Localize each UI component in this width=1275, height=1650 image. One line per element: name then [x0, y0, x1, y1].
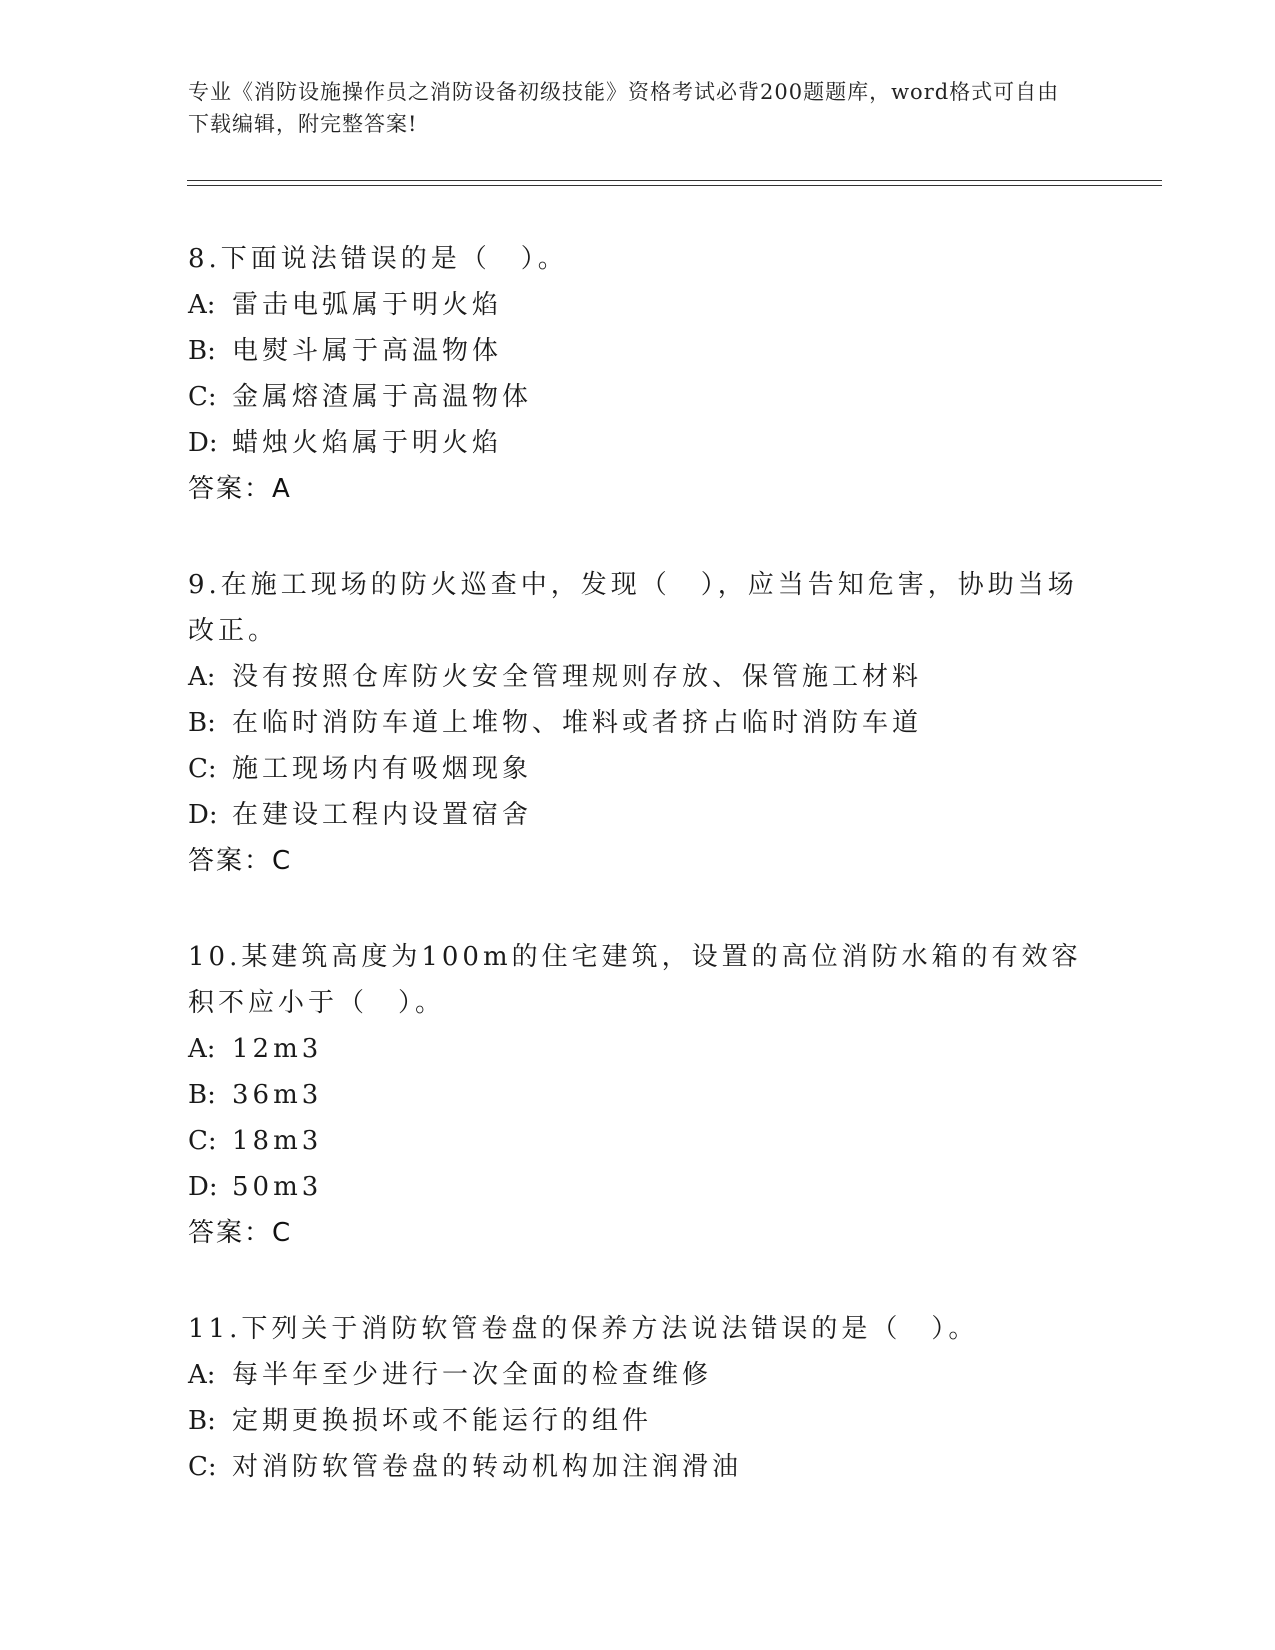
question-item	[188, 236, 1088, 512]
option-key: B:	[188, 708, 216, 738]
option-text: 电熨斗属于高温物体	[232, 336, 503, 366]
option-key: B:	[188, 336, 216, 366]
option-text: 金属熔渣属于高温物体	[232, 382, 533, 412]
option-text: 50m3	[232, 1172, 323, 1202]
option-key: A:	[188, 662, 216, 692]
option-key: D:	[188, 800, 218, 830]
option-key: D:	[188, 1172, 218, 1202]
option-b	[188, 328, 1088, 374]
option-c	[188, 1444, 1088, 1490]
option-text: 没有按照仓库防火安全管理规则存放、保管施工材料	[232, 662, 923, 692]
option-d	[188, 1164, 1088, 1210]
option-d	[188, 792, 1088, 838]
option-text: 蜡烛火焰属于明火焰	[232, 428, 503, 458]
option-text: 对消防软管卷盘的转动机构加注润滑油	[232, 1452, 743, 1482]
option-c	[188, 1118, 1088, 1164]
option-text: 雷击电弧属于明火焰	[232, 290, 503, 320]
question-stem: 8.下面说法错误的是（ ）。	[188, 244, 568, 274]
option-key: C:	[188, 1452, 217, 1482]
option-a	[188, 1352, 1088, 1398]
question-list	[188, 236, 1088, 1540]
option-key: A:	[188, 1360, 216, 1390]
question-item	[188, 934, 1088, 1256]
header-divider-bottom	[187, 185, 1162, 186]
option-text: 定期更换损坏或不能运行的组件	[232, 1406, 653, 1436]
option-text: 12m3	[232, 1034, 323, 1064]
question-stem: 9.在施工现场的防火巡查中，发现（ ），应当告知危害，协助当场改正。	[188, 570, 1078, 646]
question-stem: 11.下列关于消防软管卷盘的保养方法说法错误的是（ ）。	[188, 1314, 979, 1344]
question-stem: 10.某建筑高度为100m的住宅建筑，设置的高位消防水箱的有效容积不应小于（ ）。	[188, 942, 1082, 1018]
option-key: C:	[188, 1126, 217, 1156]
option-text: 36m3	[232, 1080, 323, 1110]
option-text: 18m3	[232, 1126, 323, 1156]
question-item	[188, 562, 1088, 884]
option-a	[188, 1026, 1088, 1072]
option-key: A:	[188, 290, 216, 320]
option-b	[188, 1072, 1088, 1118]
option-key: B:	[188, 1080, 216, 1110]
answer-line: 答案：C	[188, 846, 293, 876]
option-key: C:	[188, 754, 217, 784]
option-text: 施工现场内有吸烟现象	[232, 754, 533, 784]
option-key: D:	[188, 428, 218, 458]
option-key: B:	[188, 1406, 216, 1436]
option-b	[188, 700, 1088, 746]
answer-line: 答案：C	[188, 1218, 293, 1248]
option-text: 每半年至少进行一次全面的检查维修	[232, 1360, 713, 1390]
option-d	[188, 420, 1088, 466]
option-a	[188, 654, 1088, 700]
option-c	[188, 374, 1088, 420]
option-key: C:	[188, 382, 217, 412]
option-c	[188, 746, 1088, 792]
option-text: 在临时消防车道上堆物、堆料或者挤占临时消防车道	[232, 708, 923, 738]
option-key: A:	[188, 1034, 216, 1064]
option-a	[188, 282, 1088, 328]
option-b	[188, 1398, 1088, 1444]
document-header: 专业《消防设施操作员之消防设备初级技能》资格考试必背200题题库，word格式可自由下载编辑，附完整答案!	[188, 80, 1060, 136]
answer-line: 答案：A	[188, 474, 292, 504]
option-text: 在建设工程内设置宿舍	[232, 800, 533, 830]
header-divider-top	[187, 180, 1162, 181]
question-item	[188, 1306, 1088, 1490]
